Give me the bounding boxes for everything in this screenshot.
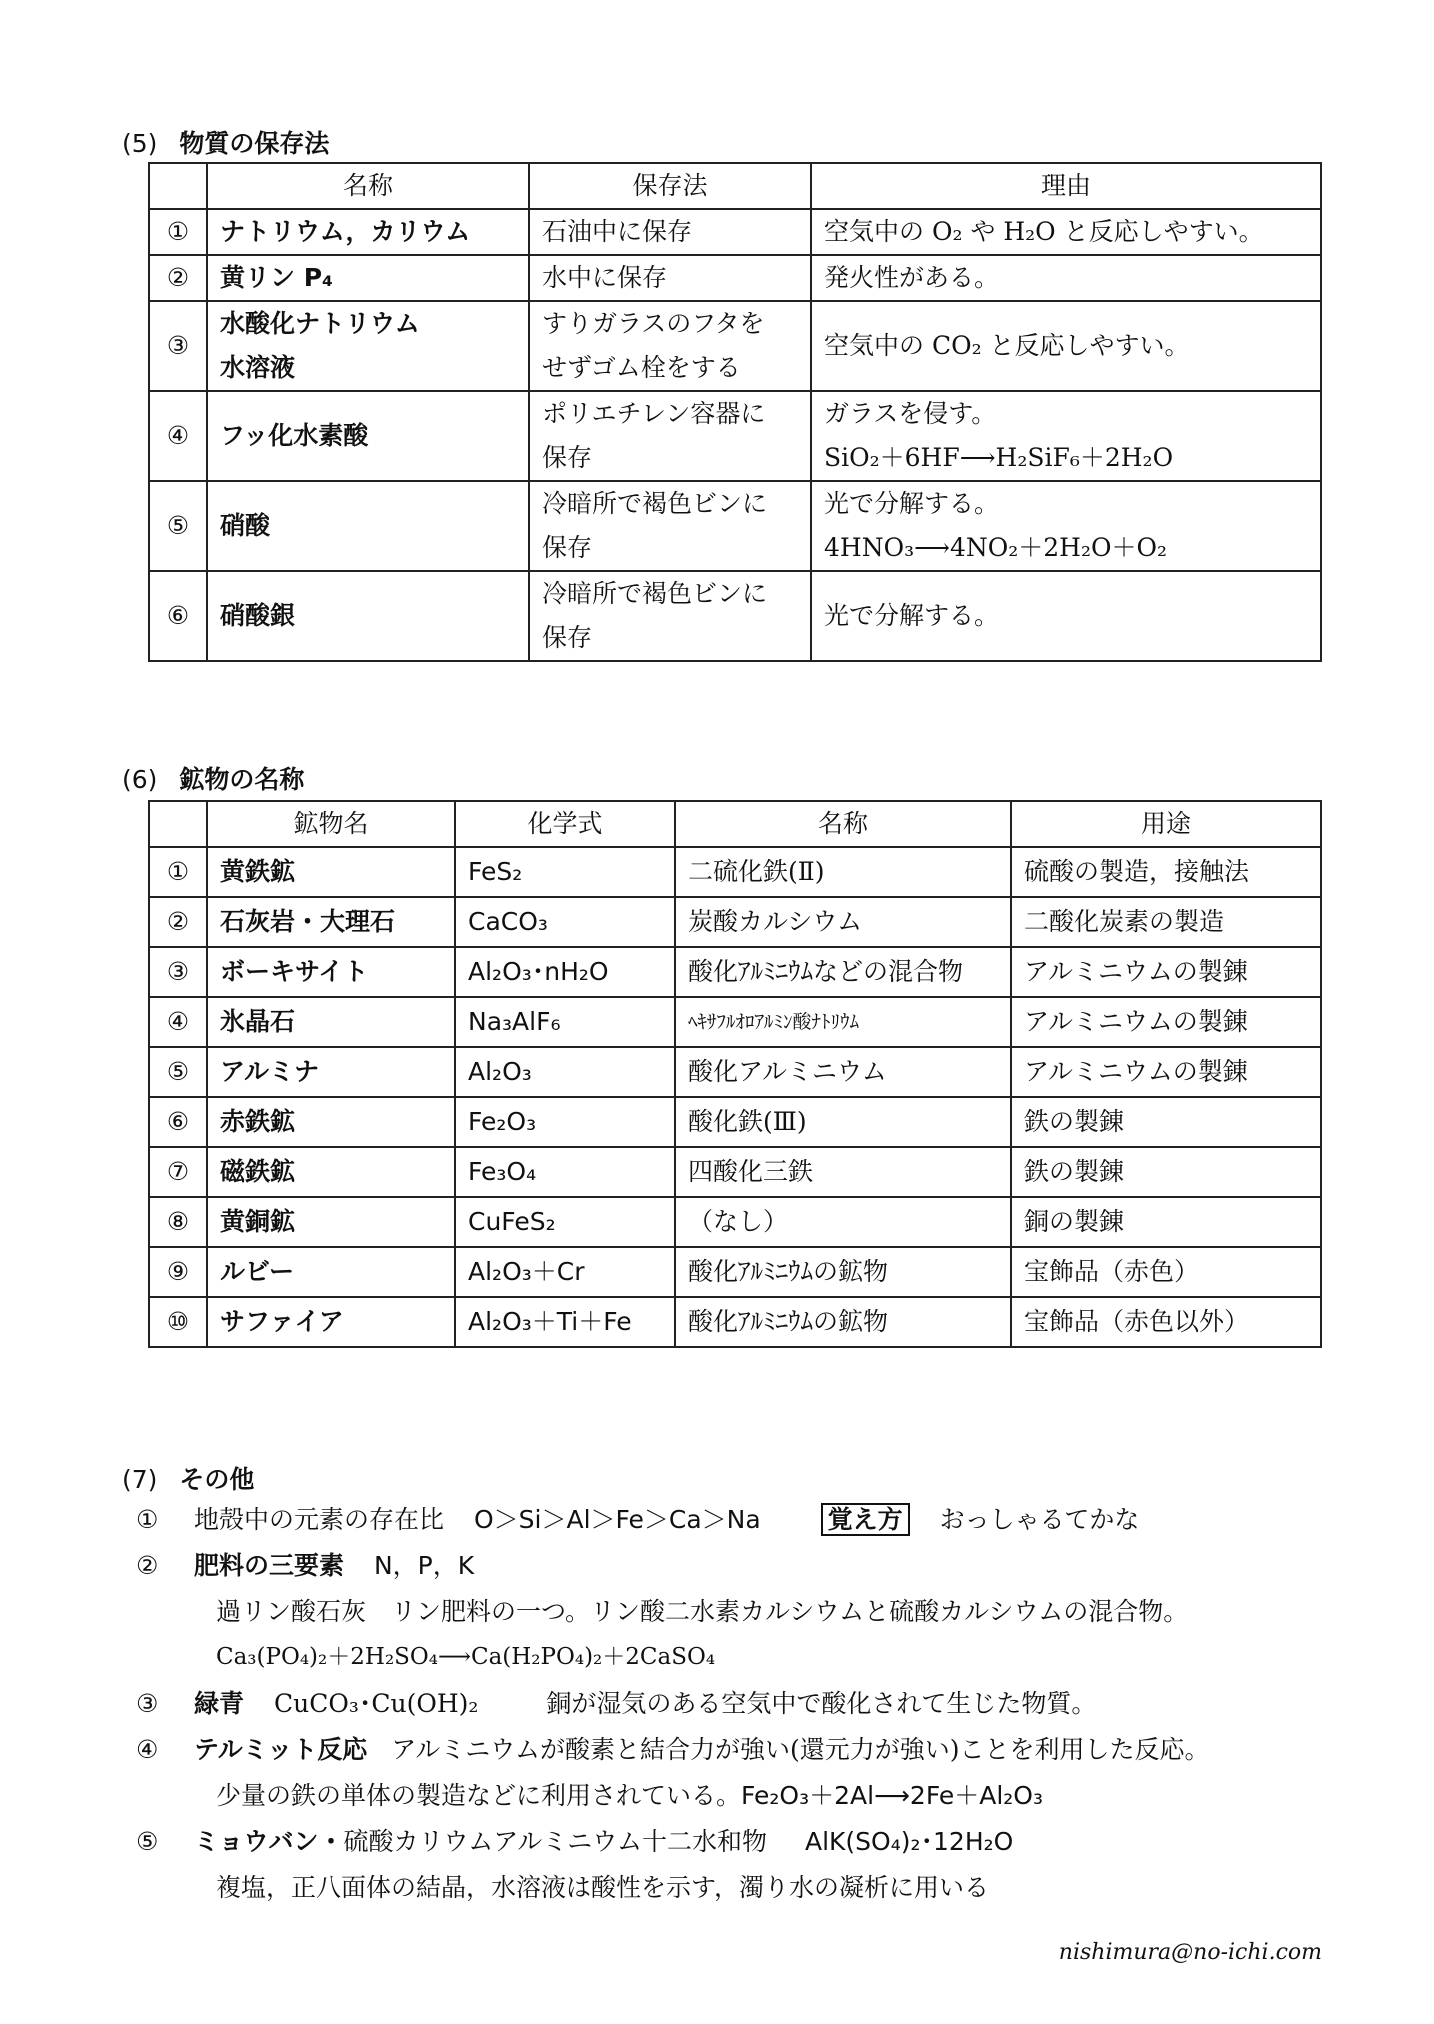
table-row bbox=[149, 897, 1321, 947]
mineral-name: 石灰岩・大理石 bbox=[207, 897, 455, 947]
compound-name: 酸化ｱﾙﾐﾆｳﾑの鉱物 bbox=[675, 1297, 1011, 1347]
row-index: ⑨ bbox=[149, 1247, 207, 1297]
mineral-use: アルミニウムの製錬 bbox=[1011, 997, 1321, 1047]
item-number: ⑤ bbox=[136, 1827, 159, 1856]
section-number: (7) bbox=[122, 1465, 158, 1494]
header-mineral: 鉱物名 bbox=[207, 801, 455, 847]
mineral-name: 磁鉄鉱 bbox=[207, 1147, 455, 1197]
row-index: ④ bbox=[149, 997, 207, 1047]
item-text: アルミニウムが酸素と結合力が強い(還元力が強い)ことを利用した反応。 bbox=[391, 1735, 1210, 1764]
table-row bbox=[149, 1197, 1321, 1247]
chemical-formula: Al₂O₃＋Ti＋Fe bbox=[455, 1297, 675, 1347]
row-index: ⑤ bbox=[149, 481, 207, 571]
item-key: 緑青 bbox=[194, 1689, 245, 1718]
section-number: (6) bbox=[122, 765, 158, 794]
others-item-5 bbox=[136, 1822, 1013, 1858]
header-method: 保存法 bbox=[529, 163, 811, 209]
section-title: 物質の保存法 bbox=[179, 129, 330, 158]
compound-name: 四酸化三鉄 bbox=[675, 1147, 1011, 1197]
others-section bbox=[136, 1500, 1336, 1920]
item-formula: CuCO₃･Cu(OH)₂ bbox=[273, 1689, 479, 1718]
abundance-ratio: O＞Si＞Al＞Fe＞Ca＞Na bbox=[473, 1505, 761, 1534]
header-reason: 理由 bbox=[811, 163, 1321, 209]
compound-name: 酸化アルミニウム bbox=[675, 1047, 1011, 1097]
mineral-name: サファイア bbox=[207, 1297, 455, 1347]
row-index: ⑥ bbox=[149, 1097, 207, 1147]
storage-method bbox=[529, 571, 811, 661]
table-row bbox=[149, 255, 1321, 301]
table-header-row bbox=[149, 163, 1321, 209]
table-row bbox=[149, 1147, 1321, 1197]
row-index: ⑧ bbox=[149, 1197, 207, 1247]
section-title: その他 bbox=[179, 1465, 255, 1494]
reaction-equation: Ca₃(PO₄)₂＋2H₂SO₄⟶Ca(H₂PO₄)₂＋2CaSO₄ bbox=[216, 1644, 716, 1670]
storage-reason bbox=[811, 481, 1321, 571]
mineral-name: 赤鉄鉱 bbox=[207, 1097, 455, 1147]
compound-name: 炭酸カルシウム bbox=[675, 897, 1011, 947]
others-item-5-detail: 複塩，正八面体の結晶，水溶液は酸性を示す，濁り水の凝析に用いる bbox=[216, 1873, 990, 1902]
method-line: 冷暗所で褐色ビンに bbox=[542, 579, 768, 608]
header-name: 名称 bbox=[207, 163, 529, 209]
reaction-equation: 4HNO₃⟶4NO₂＋2H₂O＋O₂ bbox=[824, 533, 1167, 562]
table-row bbox=[149, 391, 1321, 481]
chemical-formula: CaCO₃ bbox=[455, 897, 675, 947]
author-email: nishimura@no-ichi.com bbox=[1058, 1940, 1322, 1965]
storage-method bbox=[529, 301, 811, 391]
name-line: 水酸化ナトリウム bbox=[220, 309, 420, 338]
storage-reason: 発火性がある。 bbox=[811, 255, 1321, 301]
others-item-2-detail: 過リン酸石灰 リン肥料の一つ。リン酸二水素カルシウムと硫酸カルシウムの混合物。 bbox=[216, 1597, 1189, 1626]
chemical-formula: FeS₂ bbox=[455, 847, 675, 897]
item-text: 地殻中の元素の存在比 bbox=[194, 1505, 445, 1534]
compound-name: 二硫化鉄(Ⅱ) bbox=[675, 847, 1011, 897]
name-line: 水溶液 bbox=[220, 353, 296, 382]
method-line: 保存 bbox=[542, 623, 593, 652]
method-line: 保存 bbox=[542, 533, 593, 562]
item-text: 銅が湿気のある空気中で酸化されて生じた物質。 bbox=[546, 1689, 1097, 1718]
compound-name: （なし） bbox=[675, 1197, 1011, 1247]
section-7-heading bbox=[122, 1460, 254, 1496]
compound-name: 酸化ｱﾙﾐﾆｳﾑの鉱物 bbox=[675, 1247, 1011, 1297]
item-number: ② bbox=[136, 1551, 159, 1580]
chemical-formula: Fe₃O₄ bbox=[455, 1147, 675, 1197]
item-key: ミョウバン・ bbox=[194, 1827, 344, 1856]
header-formula: 化学式 bbox=[455, 801, 675, 847]
item-text: N，P，K bbox=[373, 1551, 475, 1580]
substance-name: 黄リン P₄ bbox=[207, 255, 529, 301]
method-line: 冷暗所で褐色ビンに bbox=[542, 489, 768, 518]
reaction-equation: SiO₂＋6HF⟶H₂SiF₆＋2H₂O bbox=[824, 443, 1174, 472]
row-index: ⑤ bbox=[149, 1047, 207, 1097]
method-line: ポリエチレン容器に bbox=[542, 399, 766, 428]
row-index: ② bbox=[149, 897, 207, 947]
storage-method bbox=[529, 391, 811, 481]
mineral-use: 二酸化炭素の製造 bbox=[1011, 897, 1321, 947]
chemical-formula: CuFeS₂ bbox=[455, 1197, 675, 1247]
mineral-name: ボーキサイト bbox=[207, 947, 455, 997]
row-index: ⑥ bbox=[149, 571, 207, 661]
table-row bbox=[149, 301, 1321, 391]
table-row bbox=[149, 1297, 1321, 1347]
chemical-formula: Al₂O₃＋Cr bbox=[455, 1247, 675, 1297]
mineral-use: 銅の製錬 bbox=[1011, 1197, 1321, 1247]
others-item-4 bbox=[136, 1730, 1209, 1766]
mnemonic-text: おっしゃるてかな bbox=[939, 1505, 1140, 1534]
mineral-use: アルミニウムの製錬 bbox=[1011, 1047, 1321, 1097]
item-number: ④ bbox=[136, 1735, 159, 1764]
mnemonic-label: 覚え方 bbox=[821, 1503, 910, 1536]
mineral-use: 宝飾品（赤色以外） bbox=[1011, 1297, 1321, 1347]
mineral-name: 黄鉄鉱 bbox=[207, 847, 455, 897]
item-number: ① bbox=[136, 1505, 159, 1534]
storage-method bbox=[529, 481, 811, 571]
compound-name: ﾍｷｻﾌﾙｵﾛｱﾙﾐﾝ酸ﾅﾄﾘｳﾑ bbox=[675, 997, 1011, 1047]
header-corner bbox=[149, 163, 207, 209]
storage-reason: 空気中の CO₂ と反応しやすい。 bbox=[811, 301, 1321, 391]
section-5-heading bbox=[122, 124, 329, 160]
table-row bbox=[149, 1097, 1321, 1147]
table-row bbox=[149, 1247, 1321, 1297]
table-row bbox=[149, 209, 1321, 255]
row-index: ⑦ bbox=[149, 1147, 207, 1197]
item-text: 少量の鉄の単体の製造などに利用されている。 bbox=[216, 1781, 742, 1810]
substance-name: ナトリウム，カリウム bbox=[207, 209, 529, 255]
mineral-use: 硫酸の製造，接触法 bbox=[1011, 847, 1321, 897]
mineral-use: アルミニウムの製錬 bbox=[1011, 947, 1321, 997]
mineral-name: 氷晶石 bbox=[207, 997, 455, 1047]
item-number: ③ bbox=[136, 1689, 159, 1718]
table-row bbox=[149, 997, 1321, 1047]
reason-line: 光で分解する。 bbox=[824, 489, 1000, 518]
others-item-4-detail bbox=[216, 1776, 1043, 1812]
chemical-formula: Al₂O₃ bbox=[455, 1047, 675, 1097]
storage-reason bbox=[811, 391, 1321, 481]
row-index: ① bbox=[149, 847, 207, 897]
others-item-3 bbox=[136, 1684, 1096, 1720]
storage-method: 水中に保存 bbox=[529, 255, 811, 301]
chemical-formula: Al₂O₃･nH₂O bbox=[455, 947, 675, 997]
others-item-2 bbox=[136, 1546, 474, 1582]
mineral-name: アルミナ bbox=[207, 1047, 455, 1097]
method-line: 保存 bbox=[542, 443, 593, 472]
storage-reason: 空気中の O₂ や H₂O と反応しやすい。 bbox=[811, 209, 1321, 255]
table-row bbox=[149, 571, 1321, 661]
item-key: テルミット反応 bbox=[194, 1735, 368, 1764]
header-use: 用途 bbox=[1011, 801, 1321, 847]
chemical-formula: Na₃AlF₆ bbox=[455, 997, 675, 1047]
mineral-use: 宝飾品（赤色） bbox=[1011, 1247, 1321, 1297]
compound-name: 酸化鉄(Ⅲ) bbox=[675, 1097, 1011, 1147]
chemical-formula: Fe₂O₃ bbox=[455, 1097, 675, 1147]
storage-method: 石油中に保存 bbox=[529, 209, 811, 255]
method-line: すりガラスのフタを bbox=[542, 309, 765, 338]
substance-name: 硝酸 bbox=[207, 481, 529, 571]
row-index: ④ bbox=[149, 391, 207, 481]
minerals-table-body bbox=[149, 847, 1321, 1347]
header-name: 名称 bbox=[675, 801, 1011, 847]
mineral-use: 鉄の製錬 bbox=[1011, 1097, 1321, 1147]
substance-name: 硝酸銀 bbox=[207, 571, 529, 661]
row-index: ① bbox=[149, 209, 207, 255]
section-title: 鉱物の名称 bbox=[179, 765, 305, 794]
table-row bbox=[149, 1047, 1321, 1097]
storage-reason: 光で分解する。 bbox=[811, 571, 1321, 661]
substance-name: フッ化水素酸 bbox=[207, 391, 529, 481]
table-row bbox=[149, 847, 1321, 897]
mineral-use: 鉄の製錬 bbox=[1011, 1147, 1321, 1197]
section-6-heading bbox=[122, 760, 304, 796]
minerals-table bbox=[148, 800, 1322, 1348]
reaction-equation: Fe₂O₃＋2Al⟶2Fe＋Al₂O₃ bbox=[741, 1781, 1043, 1810]
item-text: 硫酸カリウムアルミニウム十二水和物 bbox=[343, 1827, 768, 1856]
row-index: ⑩ bbox=[149, 1297, 207, 1347]
mineral-name: ルビー bbox=[207, 1247, 455, 1297]
table-row bbox=[149, 481, 1321, 571]
row-index: ③ bbox=[149, 947, 207, 997]
item-key: 肥料の三要素 bbox=[194, 1551, 345, 1580]
mineral-name: 黄銅鉱 bbox=[207, 1197, 455, 1247]
section-number: (5) bbox=[122, 129, 158, 158]
storage-table bbox=[148, 162, 1322, 662]
reason-line: ガラスを侵す。 bbox=[824, 399, 997, 428]
table-row bbox=[149, 947, 1321, 997]
row-index: ② bbox=[149, 255, 207, 301]
item-formula: AlK(SO₄)₂･12H₂O bbox=[804, 1827, 1014, 1856]
compound-name: 酸化ｱﾙﾐﾆｳﾑなどの混合物 bbox=[675, 947, 1011, 997]
method-line: せずゴム栓をする bbox=[542, 353, 741, 382]
row-index: ③ bbox=[149, 301, 207, 391]
substance-name bbox=[207, 301, 529, 391]
header-corner bbox=[149, 801, 207, 847]
others-item-1 bbox=[136, 1500, 1139, 1536]
table-header-row bbox=[149, 801, 1321, 847]
